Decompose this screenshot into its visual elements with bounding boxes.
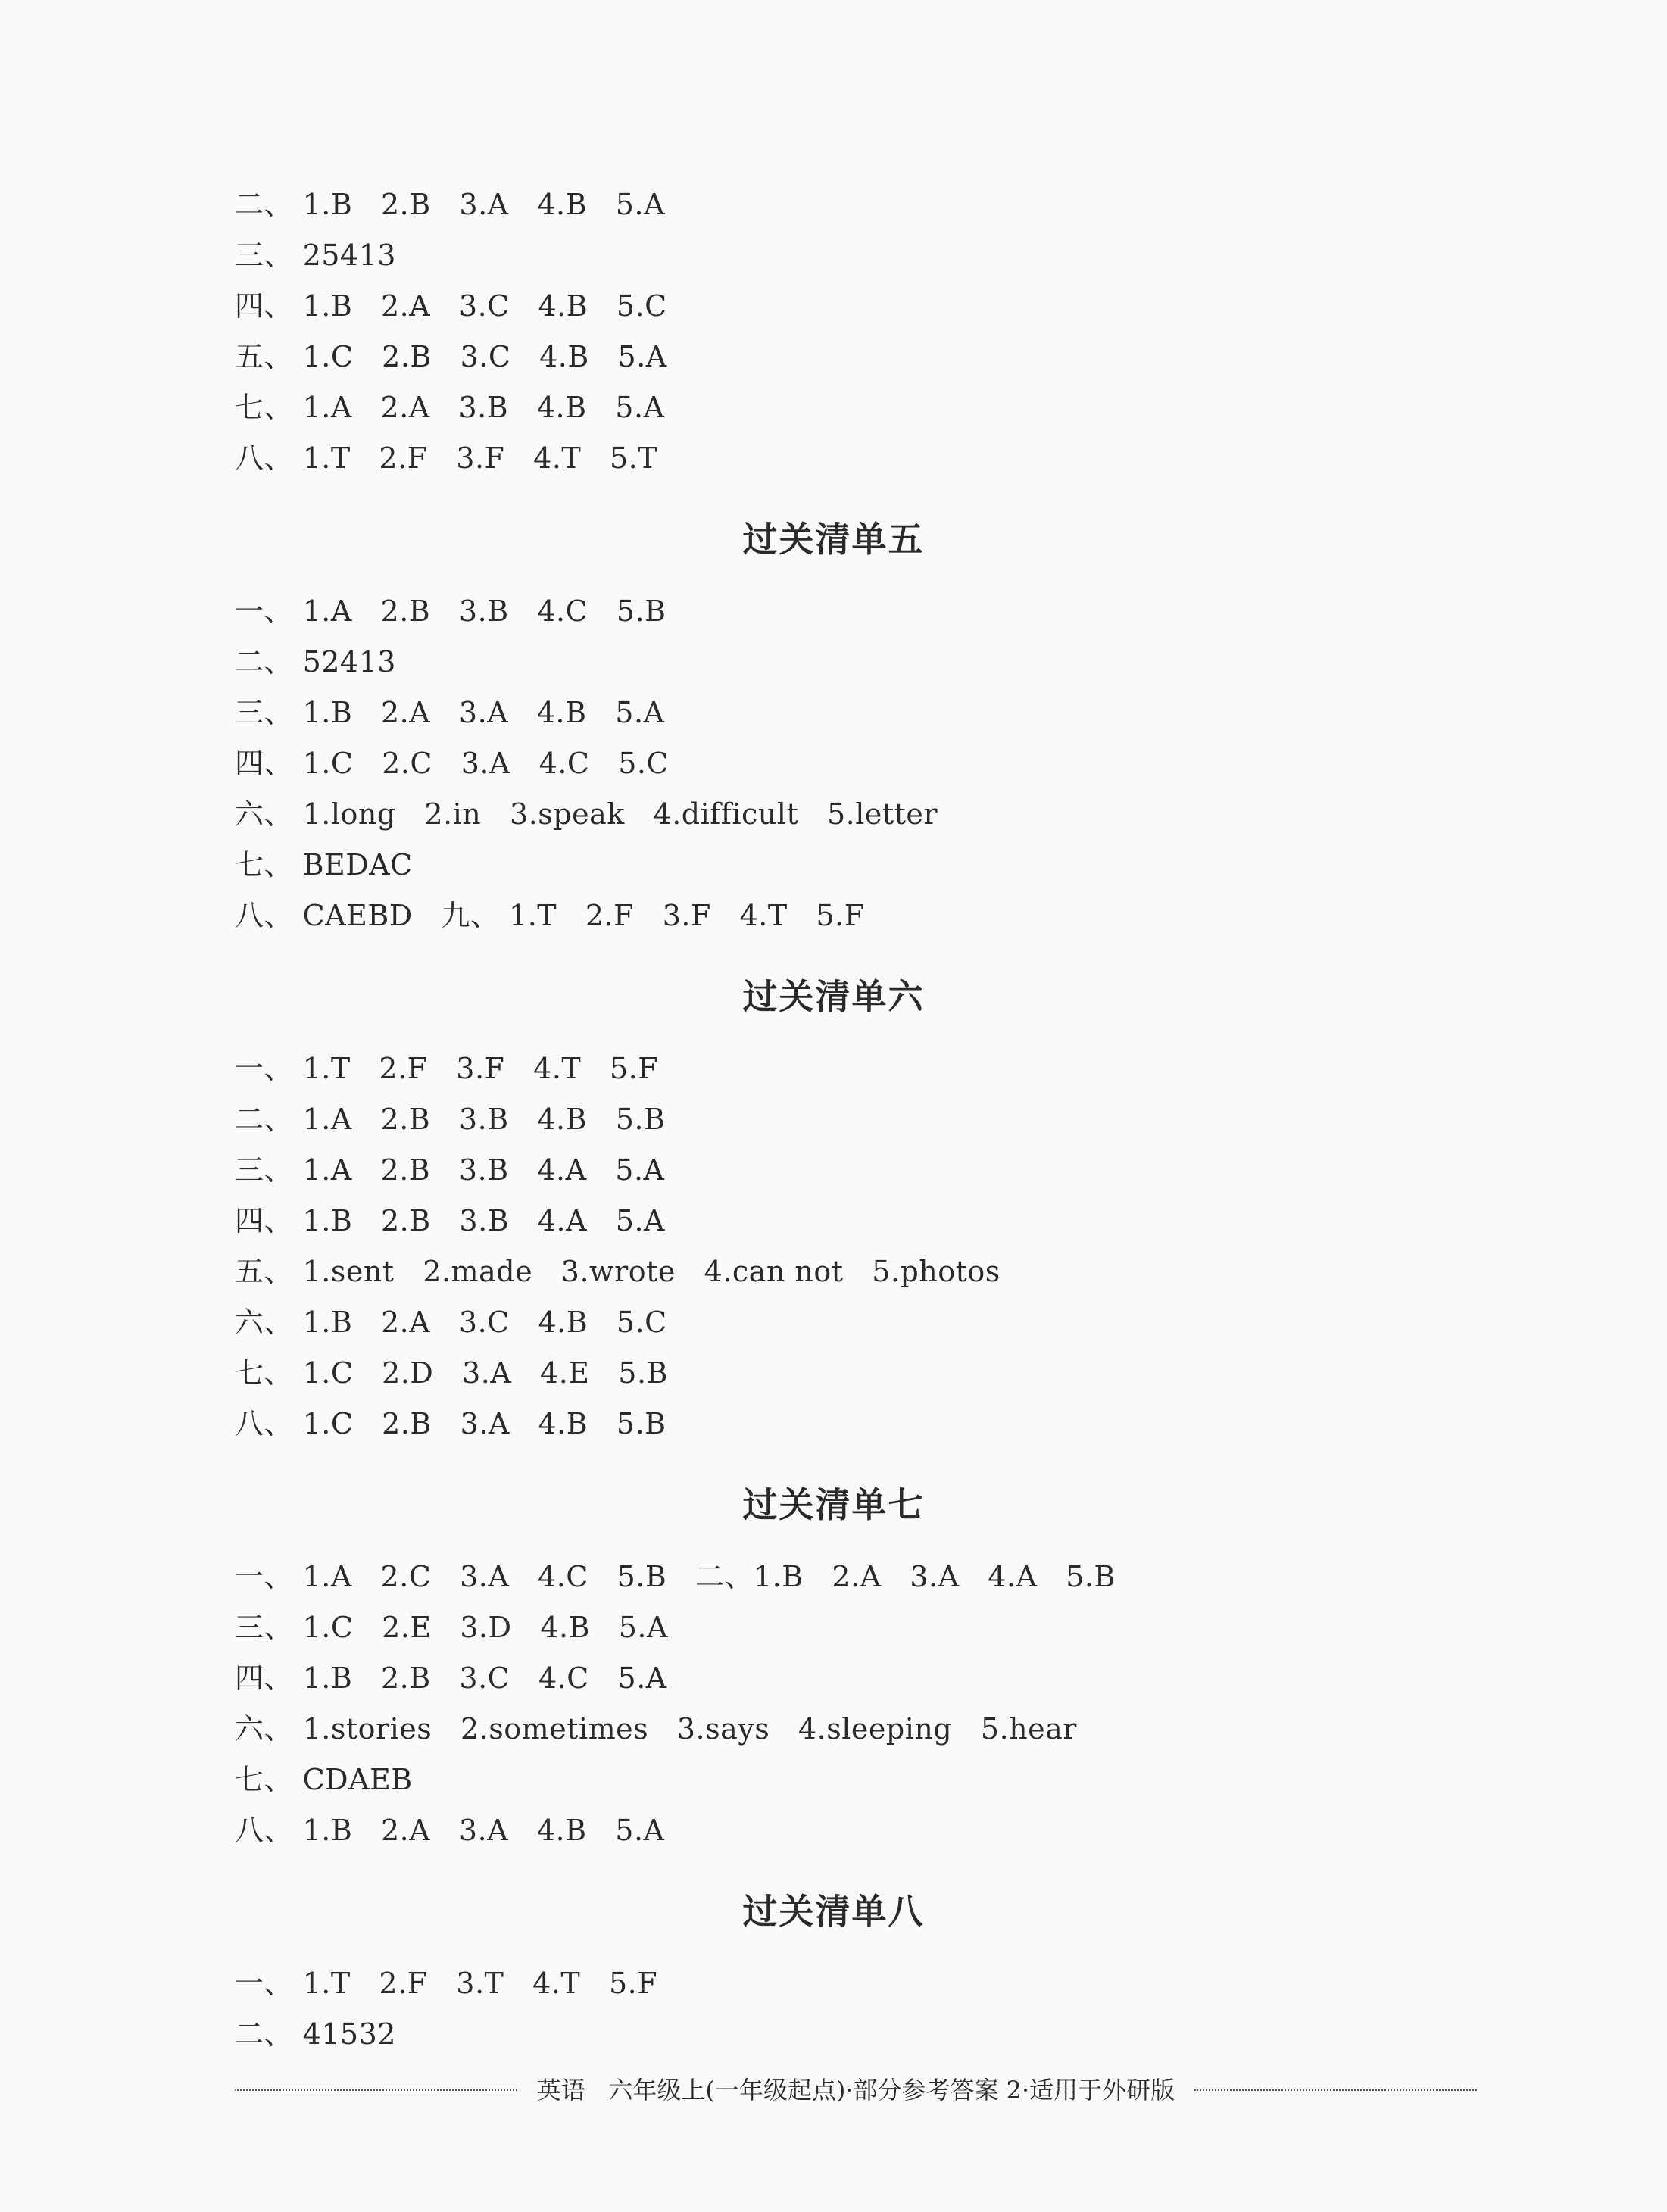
answer-line: 五、 1.sent 2.made 3.wrote 4.can not 5.photos [235, 1255, 1001, 1288]
answer-line: 三、 1.A 2.B 3.B 4.A 5.A [235, 1153, 665, 1187]
answer-line: 一、 1.T 2.F 3.F 4.T 5.F [235, 1052, 659, 1085]
answer-line: 四、 1.B 2.B 3.B 4.A 5.A [235, 1204, 665, 1237]
section-title-5: 过关清单五 [742, 519, 925, 560]
footer-text: 英语 六年级上(一年级起点)·部分参考答案 2·适用于外研版 [536, 2076, 1175, 2104]
answer-line: 六、 1.stories 2.sometimes 3.says 4.sleeping 5.hear [235, 1712, 1077, 1746]
answer-line: 一、 1.A 2.B 3.B 4.C 5.B [235, 594, 666, 628]
footer-divider-left [235, 2089, 517, 2091]
answer-line: 三、 1.C 2.E 3.D 4.B 5.A [235, 1611, 668, 1644]
answer-line: 八、 CAEBD 九、 1.T 2.F 3.F 4.T 5.F [235, 899, 865, 932]
answer-line: 七、 1.A 2.A 3.B 4.B 5.A [235, 391, 665, 424]
answer-line: 二、 1.B 2.B 3.A 4.B 5.A [235, 188, 665, 221]
answer-line: 六、 1.B 2.A 3.C 4.B 5.C [235, 1306, 667, 1339]
answer-line: 二、 52413 [235, 645, 396, 679]
answer-line: 七、 BEDAC [235, 848, 413, 881]
page-footer [235, 2073, 1477, 2107]
section-title-7: 过关清单七 [742, 1484, 925, 1525]
answer-line: 五、 1.C 2.B 3.C 4.B 5.A [235, 340, 667, 373]
answer-line: 四、 1.B 2.A 3.C 4.B 5.C [235, 289, 667, 323]
section-title-8: 过关清单八 [742, 1891, 925, 1932]
answer-line: 八、 1.B 2.A 3.A 4.B 5.A [235, 1814, 665, 1847]
section-title-6: 过关清单六 [742, 976, 925, 1017]
answer-line: 四、 1.C 2.C 3.A 4.C 5.C [235, 747, 670, 780]
answer-line: 三、 1.B 2.A 3.A 4.B 5.A [235, 696, 665, 729]
answer-line: 二、 41532 [235, 2017, 396, 2051]
answer-line: 八、 1.C 2.B 3.A 4.B 5.B [235, 1407, 666, 1440]
answer-line: 一、 1.A 2.C 3.A 4.C 5.B 二、1.B 2.A 3.A 4.A 5.B [235, 1560, 1116, 1593]
answer-line: 八、 1.T 2.F 3.F 4.T 5.T [235, 441, 658, 475]
answer-line: 六、 1.long 2.in 3.speak 4.difficult 5.letter [235, 797, 938, 831]
answer-line: 七、 CDAEB [235, 1763, 413, 1796]
answer-line: 四、 1.B 2.B 3.C 4.C 5.A [235, 1661, 667, 1695]
answer-line: 七、 1.C 2.D 3.A 4.E 5.B [235, 1356, 668, 1390]
footer-divider-right [1194, 2089, 1477, 2091]
answer-line: 二、 1.A 2.B 3.B 4.B 5.B [235, 1103, 666, 1136]
answer-line: 一、 1.T 2.F 3.T 4.T 5.F [235, 1967, 658, 2000]
answer-line: 三、 25413 [235, 239, 396, 272]
